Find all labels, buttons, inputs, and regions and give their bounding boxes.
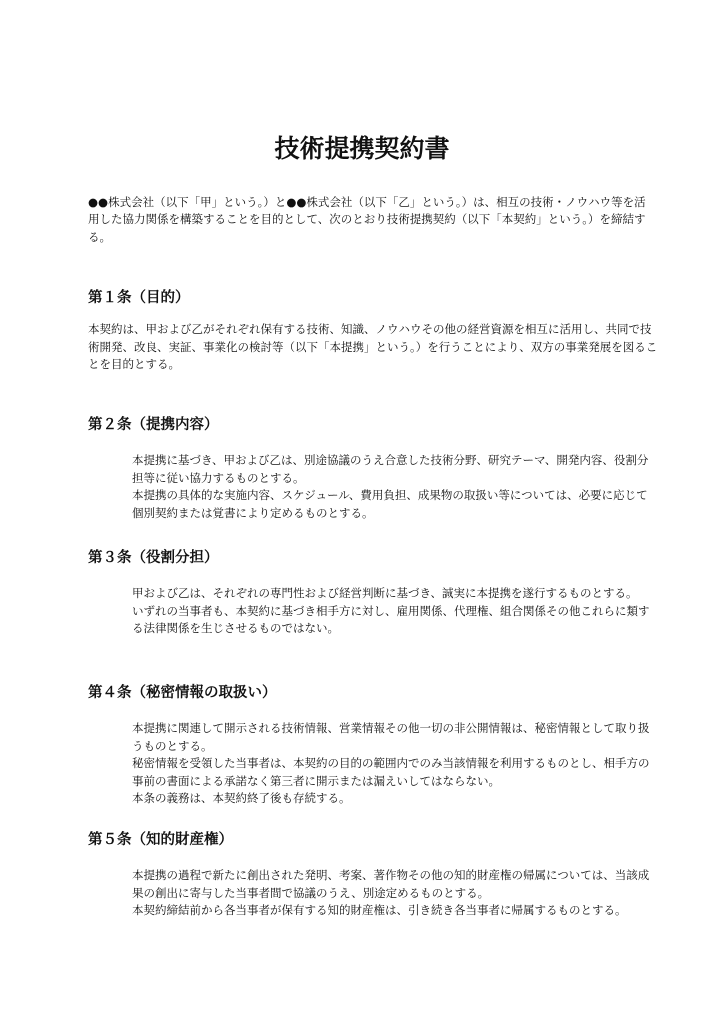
preamble: ●●株式会社（以下「甲」という。）と●●株式会社（以下「乙」という。）は、相互の技術・ノウハウ等を活用した協力関係を構築することを目的として、次のとおり技術提携契約（以下「本契約」という。）を締結する。 <box>88 194 646 244</box>
article-heading: 第５条（知的財産権） <box>88 832 233 848</box>
article-body <box>88 321 658 374</box>
article-paragraph: 本提携の具体的な実施内容、スケジュール、費用負担、成果物の取扱い等については、必要に応じて個別契約または覚書により定めるものとする。 <box>132 488 648 520</box>
article-paragraph: 本契約締結前から各当事者が保有する知的財産権は、引き続き各当事者に帰属するものとする。 <box>132 903 627 917</box>
article-5 <box>88 830 658 920</box>
document-title: 技術提携契約書 <box>274 133 450 163</box>
article-heading: 第２条（提携内容） <box>88 417 219 433</box>
article-paragraph: 本提携に関連して開示される技術情報、営業情報その他一切の非公開情報は、秘密情報として取り扱うものとする。 <box>132 721 650 753</box>
article-paragraph: 本提携に基づき、甲および乙は、別途協議のうえ合意した技術分野、研究テーマ、開発内容、役割分担等に従い協力するものとする。 <box>132 453 649 485</box>
article-heading: 第３条（役割分担） <box>88 550 219 566</box>
article-body <box>88 867 654 920</box>
article-paragraph: 本条の義務は、本契約終了後も存続する。 <box>132 791 351 805</box>
article-body <box>88 585 654 638</box>
article-body <box>88 720 654 808</box>
article-heading: 第４条（秘密情報の取扱い） <box>88 685 277 701</box>
article-paragraph: いずれの当事者も、本契約に基づき相手方に対し、雇用関係、代理権、組合関係その他これらに類する法律関係を生じさせるものではない。 <box>132 603 650 635</box>
article-1 <box>88 288 658 374</box>
article-2 <box>88 415 658 522</box>
article-4 <box>88 683 658 808</box>
article-body <box>88 452 654 522</box>
article-paragraph: 本提携の過程で新たに創出された発明、考案、著作物その他の知的財産権の帰属については、当該成果の創出に寄与した当事者間で協議のうえ、別途定めるものとする。 <box>132 868 650 900</box>
article-paragraph: 本契約は、甲および乙がそれぞれ保有する技術、知識、ノウハウその他の経営資源を相互に活用し、共同で技術開発、改良、実証、事業化の検討等（以下「本提携」という。）を行うことにより、双方の事業発展を図ることを目的とする。 <box>88 322 658 371</box>
article-heading: 第１条（目的） <box>88 290 190 306</box>
article-paragraph: 秘密情報を受領した当事者は、本契約の目的の範囲内でのみ当該情報を利用するものとし、相手方の事前の書面による承諾なく第三者に開示または漏えいしてはならない。 <box>132 756 650 788</box>
article-paragraph: 甲および乙は、それぞれの専門性および経営判断に基づき、誠実に本提携を遂行するものとする。 <box>132 586 638 600</box>
article-3 <box>88 548 658 638</box>
